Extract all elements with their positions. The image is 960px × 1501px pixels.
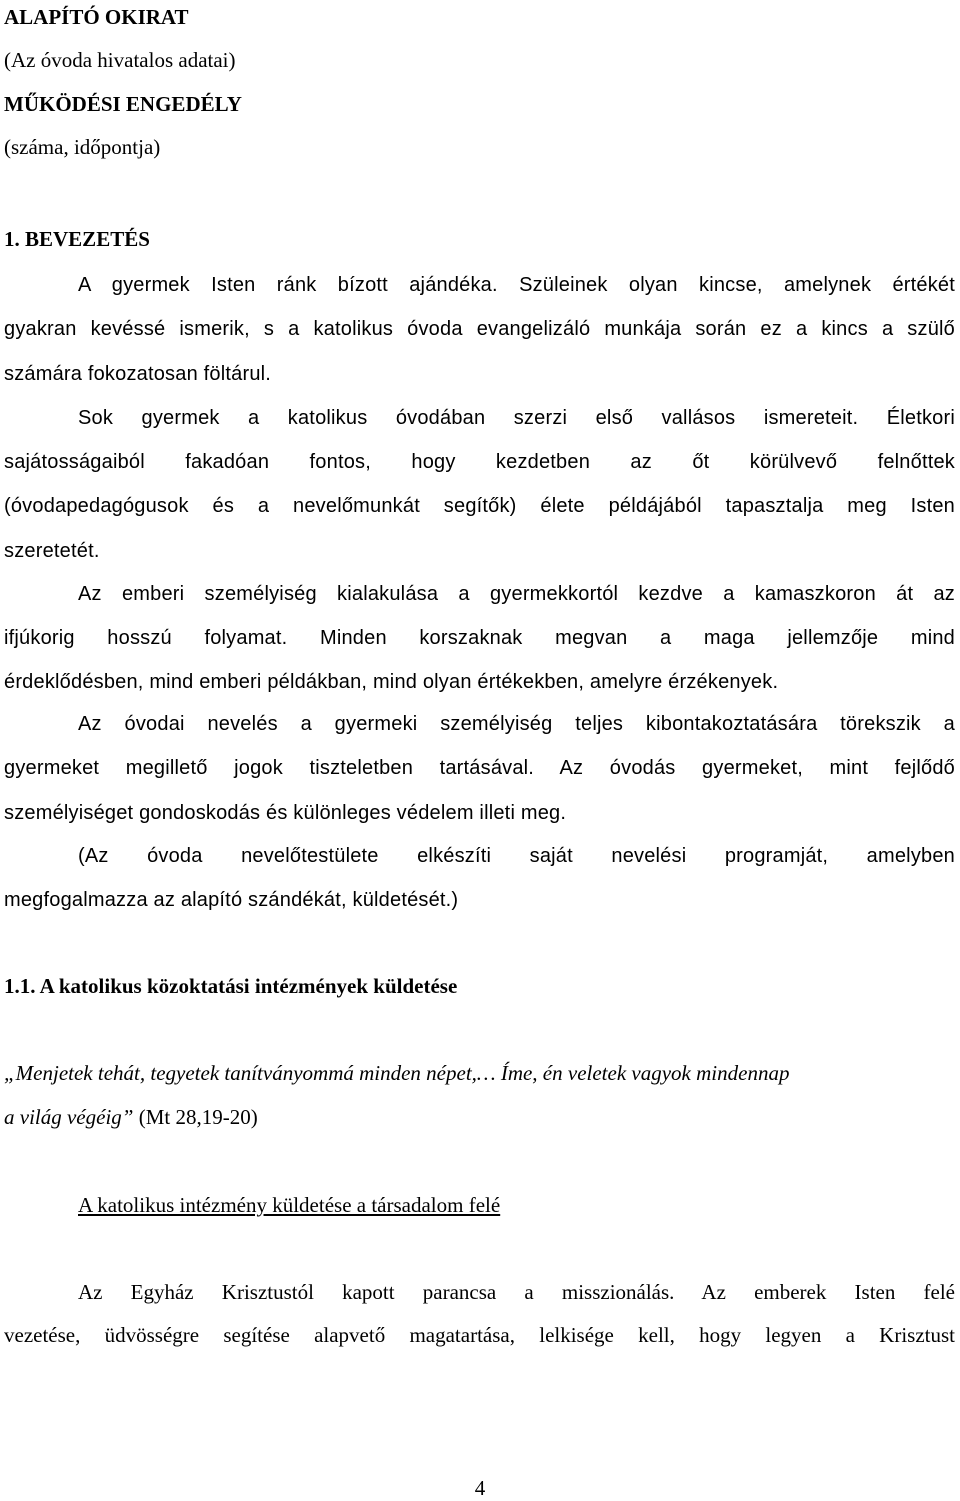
paragraph-line: sajátosságaiból fakadóan fontos, hogy kezdetben az őt körülvevő felnőttek — [4, 451, 955, 473]
subheading-mission-society: A katolikus intézmény küldetése a társadalom felé — [78, 1193, 501, 1217]
paragraph-line: gyermeket megillető jogok tiszteletben tartásával. Az óvodás gyermeket, mint fejlődő — [4, 757, 955, 779]
paragraph-line: érdeklődésben, mind emberi példákban, mind olyan értékekben, amelyre érzékenyek. — [4, 671, 779, 693]
document-title-subtitle: (Az óvoda hivatalos adatai) — [4, 48, 236, 72]
page-number: 4 — [474, 1476, 486, 1500]
paragraph-line: személyiséget gondoskodás és különleges védelem illeti meg. — [4, 802, 567, 824]
paragraph-line: (óvodapedagógusok és a nevelőmunkát segítők) élete példájából tapasztalja meg Isten — [4, 495, 955, 517]
paragraph-line: Az Egyház Krisztustól kapott parancsa a misszionálás. Az emberek Isten felé — [78, 1280, 955, 1304]
paragraph-line: gyakran kevéssé ismerik, s a katolikus óvoda evangelizáló munkája során ez a kincs a szülő — [4, 318, 955, 340]
section-heading-mission: 1.1. A katolikus közoktatási intézmények küldetése — [4, 974, 458, 998]
paragraph-line: Az emberi személyiség kialakulása a gyermekkortól kezdve a kamaszkoron át az — [78, 583, 955, 605]
bible-quote-line: „Menjetek tehát, tegyetek tanítványommá minden népet,… Íme, én veletek vagyok mindennap — [4, 1061, 790, 1085]
section-heading-introduction: 1. BEVEZETÉS — [4, 227, 150, 251]
paragraph-line: vezetése, üdvösségre segítése alapvető magatartása, lelkisége kell, hogy legyen a Krisztust — [4, 1323, 955, 1347]
bible-quote-line — [4, 1104, 258, 1130]
paragraph-line: ifjúkorig hosszú folyamat. Minden korszaknak megvan a maga jellemzője mind — [4, 627, 955, 649]
permit-heading: MŰKÖDÉSI ENGEDÉLY — [4, 92, 242, 116]
bible-quote-text: a világ végéig” — [4, 1105, 134, 1129]
bible-quote-reference: (Mt 28,19-20) — [133, 1105, 258, 1129]
document-title: ALAPÍTÓ OKIRAT — [4, 5, 189, 29]
paragraph-line: Sok gyermek a katolikus óvodában szerzi első vallásos ismereteit. Életkori — [78, 407, 955, 429]
paragraph-line: szeretetét. — [4, 540, 100, 562]
paragraph-line: A gyermek Isten ránk bízott ajándéka. Szüleinek olyan kincse, amelynek értékét — [78, 274, 955, 296]
paragraph-line: Az óvodai nevelés a gyermeki személyiség teljes kibontakoztatására törekszik a — [78, 713, 955, 735]
paragraph-line: számára fokozatosan föltárul. — [4, 363, 272, 385]
permit-subtitle: (száma, időpontja) — [4, 135, 161, 159]
paragraph-line: (Az óvoda nevelőtestülete elkészíti saját nevelési programját, amelyben — [78, 845, 955, 867]
paragraph-line: megfogalmazza az alapító szándékát, küldetését.) — [4, 889, 459, 911]
